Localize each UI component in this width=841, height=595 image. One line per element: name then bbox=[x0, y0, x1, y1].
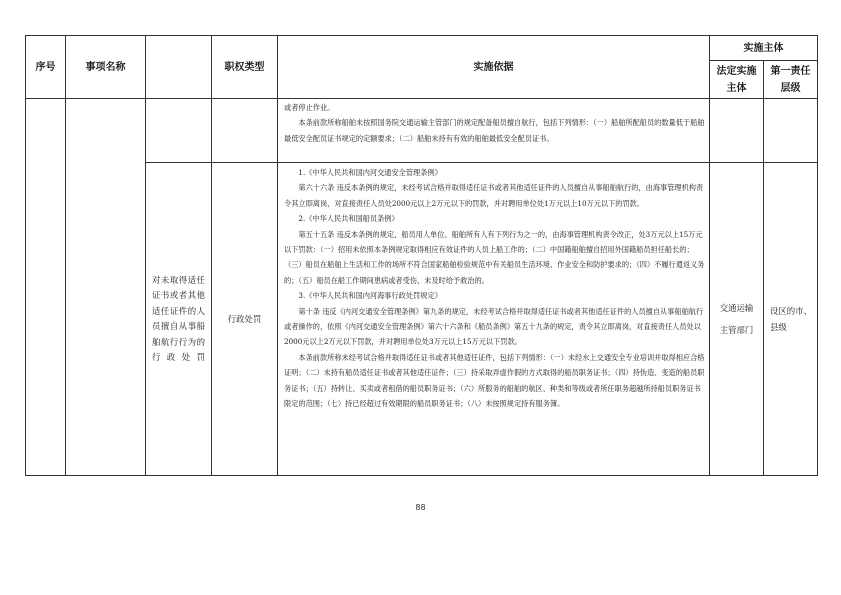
basis-paragraph: 第六十六条 违反本条例的规定，未经考试合格并取得适任证书或者其他适任证件的人员擅自从事船舶航行的，由海事管理机构责令其立即离岗，对直接责任人员处2000元以上2万元以下的罚款，并对聘用单位处1万元以上10万元以下的罚款。 bbox=[284, 183, 704, 208]
page-number: 88 bbox=[415, 503, 426, 512]
cell-authority-type: 行政处罚 bbox=[212, 163, 278, 476]
cell-basis-continued bbox=[278, 99, 710, 163]
item-name-text: 对未取得适任证书或者其他适任证件的人员擅自从事船舶航行行为的行政处罚 bbox=[152, 274, 205, 362]
cell-responsibility-level: 设区的市、县级 bbox=[764, 163, 818, 476]
basis-heading: 2.《中华人民共和国船员条例》 bbox=[298, 214, 399, 224]
cell-item-name-merged bbox=[66, 99, 146, 476]
legal-subject-line: 交通运输 bbox=[719, 303, 754, 313]
cell-legal-subject bbox=[710, 163, 764, 476]
basis-heading: 1.《中华人民共和国内河交通安全管理条例》 bbox=[298, 168, 442, 177]
basis-paragraph: 本条前款所称未经考试合格并取得适任证书或者其他适任证件，包括下列情形：（一）未经水上交通安全专业培训并取得相应合格证明；（二）未持有船员适任证书或者其他适任证件；（三）持采取弄虚作假的方式取得的船员职务证书；（四）持伪造、变造的船员职务证书；（五）持转让、买卖或者租借的船员职务证书；（六）所服务的船舶的航区、种类和等级或者所任职务超越所持船员职务证书限定的范围；（七）持已经超过有效期限的船员职务证书；（八）未按照规定持有服务簿。 bbox=[284, 352, 705, 409]
table-row bbox=[26, 99, 818, 163]
header-row-1 bbox=[26, 36, 818, 61]
header-authority-type: 职权类型 bbox=[212, 36, 278, 99]
basis-paragraph: 本条前款所称船舶未按照国务院交通运输主管部门的规定配备船员擅自航行，包括下列情形：（一）船舶所配船员的数量低于船舶最低安全配员证书规定的定额要求；（二）船舶未持有有效的船舶最低安全配员证书。 bbox=[284, 118, 705, 143]
header-legal-subject: 法定实施主体 bbox=[710, 61, 764, 99]
header-blank bbox=[146, 36, 212, 99]
header-basis: 实施依据 bbox=[278, 36, 710, 99]
cell-level bbox=[764, 99, 818, 163]
basis-line: 或者停止作业。 bbox=[284, 103, 335, 112]
header-item-name: 事项名称 bbox=[66, 36, 146, 99]
cell-item-name bbox=[146, 163, 212, 476]
header-subject: 实施主体 bbox=[710, 36, 818, 61]
basis-paragraph: 第十条 违反《内河交通安全管理条例》第九条的规定，未经考试合格并取得适任证书或者其他适任证件的人员擅自从事船舶航行或者操作的，依照《内河交通安全管理条例》第六十六条和《船员条例》第五十九条的规定，责令其立即离岗，对直接责任人员处以2000元以上2万元以下罚款，并对聘用单位处3万元以上15万元以下罚款。 bbox=[284, 306, 704, 347]
header-responsibility-level: 第一责任层级 bbox=[764, 61, 818, 99]
basis-paragraph: 第五十五条 违反本条例的规定，船员用人单位、船舶所有人有下列行为之一的，由海事管理机构责令改正，处3万元以上15万元以下罚款：（一）招用未依照本条例规定取得相应有效证件的人员上船工作的；（二）中国籍船舶擅自招用外国籍船员担任船长的；（三）船员在船舶上生活和工作的场所不符合国家船舶检验规范中有关船员生活环境、作业安全和防护要求的；（四）不履行遣返义务的；（五）船员在船工作期间患病或者受伤，未及时给予救治的。 bbox=[284, 229, 705, 285]
cell-basis bbox=[278, 163, 710, 476]
cell-type bbox=[212, 99, 278, 163]
cell-blank bbox=[146, 99, 212, 163]
basis-heading: 3.《中华人民共和国内河海事行政处罚规定》 bbox=[298, 291, 442, 301]
authority-table bbox=[25, 35, 818, 476]
cell-no bbox=[26, 99, 66, 476]
cell-legal-subject bbox=[710, 99, 764, 163]
header-no: 序号 bbox=[26, 36, 66, 99]
legal-subject-line: 主管部门 bbox=[719, 325, 754, 335]
